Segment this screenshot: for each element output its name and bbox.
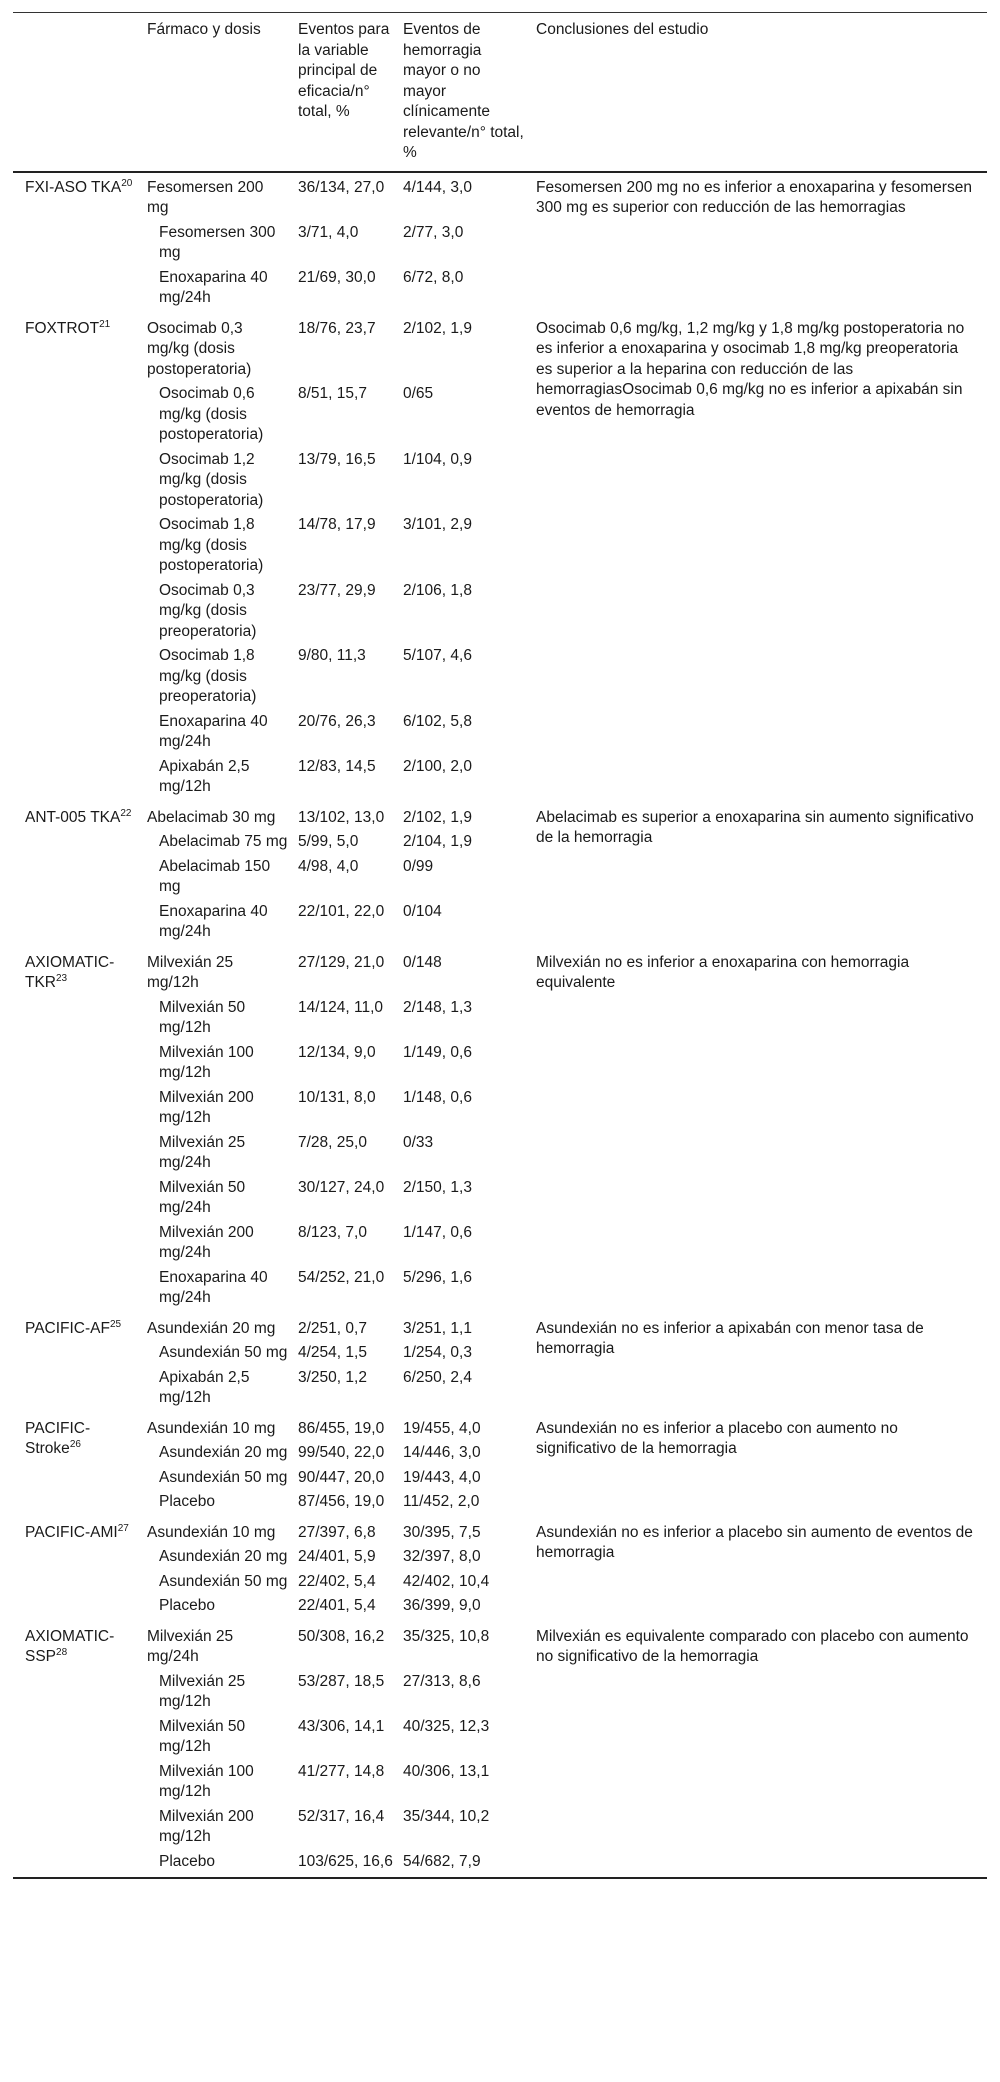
- efficacy-cell: 14/124, 11,0: [298, 998, 384, 1016]
- efficacy-cell: 86/455, 19,0: [298, 1419, 385, 1437]
- efficacy-cell: 53/287, 18,5: [298, 1672, 385, 1690]
- bleeding-cell: 1/149, 0,6: [403, 1043, 472, 1061]
- drug-cell: Milvexián 200 mg/12h: [159, 1088, 254, 1126]
- efficacy-cell: 20/76, 26,3: [298, 712, 376, 730]
- study-name-cell: [13, 1518, 147, 1622]
- drug-cell: Milvexián 25 mg/12h: [147, 953, 234, 991]
- bleeding-cell: 27/313, 8,6: [403, 1672, 481, 1690]
- drug-cell: Placebo: [159, 1852, 216, 1870]
- drug-cell: Enoxaparina 40 mg/24h: [159, 902, 268, 940]
- drug-cell: Milvexián 25 mg/12h: [159, 1672, 246, 1710]
- drug-cell: Osocimab 0,3 mg/kg (dosis preoperatoria): [159, 581, 257, 640]
- bleeding-cell: 2/102, 1,9: [403, 808, 472, 826]
- drug-cell: Enoxaparina 40 mg/24h: [159, 268, 268, 306]
- study-name: FXI-ASO TKA: [25, 178, 122, 196]
- study-name: PACIFIC-AF: [25, 1319, 110, 1337]
- drug-cell: Asundexián 50 mg: [159, 1468, 288, 1486]
- drug-cell: Milvexián 50 mg/12h: [159, 998, 246, 1036]
- drug-cell: Osocimab 0,3 mg/kg (dosis postoperatoria): [147, 319, 252, 378]
- drug-cell: Placebo: [159, 1597, 216, 1614]
- drug-cell: Milvexián 50 mg/24h: [159, 1178, 246, 1216]
- efficacy-cell: 36/134, 27,0: [298, 178, 385, 196]
- table-header: [13, 13, 987, 172]
- study-name: ANT-005 TKA: [25, 808, 121, 826]
- conclusion-cell: Osocimab 0,6 mg/kg, 1,2 mg/kg y 1,8 mg/kg postoperatoria no es inferior a enoxaparina y osocimab 1,8 mg/kg preoperatoria es superior a la heparina con reducción de las hemorragiasOsocimab 0,6 mg/kg no es inferior a apixabán sin eventos de hemorragia: [536, 319, 965, 419]
- bleeding-cell: 14/446, 3,0: [403, 1444, 481, 1461]
- drug-cell: Asundexián 20 mg: [159, 1444, 288, 1461]
- bleeding-cell: 1/148, 0,6: [403, 1088, 472, 1106]
- efficacy-cell: 7/28, 25,0: [298, 1133, 367, 1151]
- efficacy-cell: 10/131, 8,0: [298, 1088, 376, 1106]
- bleeding-cell: 0/99: [403, 857, 434, 875]
- bleeding-cell: 0/104: [403, 902, 442, 920]
- drug-cell: Osocimab 1,8 mg/kg (dosis preoperatoria): [159, 647, 257, 705]
- bleeding-cell: 36/399, 9,0: [403, 1597, 481, 1614]
- drug-cell: Milvexián 100 mg/12h: [159, 1762, 254, 1800]
- bleeding-cell: 35/344, 10,2: [403, 1807, 490, 1825]
- bleeding-cell: 35/325, 10,8: [403, 1627, 490, 1645]
- study-reference: 22: [120, 807, 132, 819]
- drug-cell: Placebo: [159, 1493, 216, 1510]
- drug-cell: Asundexián 50 mg: [159, 1572, 288, 1590]
- efficacy-cell: 27/129, 21,0: [298, 953, 385, 971]
- table-row: [13, 1518, 987, 1546]
- bleeding-cell: 0/33: [403, 1133, 434, 1151]
- header-study: [13, 13, 147, 172]
- drug-cell: Apixabán 2,5 mg/12h: [159, 757, 250, 795]
- efficacy-cell: 27/397, 6,8: [298, 1523, 376, 1541]
- study-reference: 25: [109, 1318, 122, 1330]
- bleeding-cell: 2/77, 3,0: [403, 223, 464, 241]
- efficacy-cell: 12/83, 14,5: [298, 757, 376, 775]
- conclusion-cell: Abelacimab es superior a enoxaparina sin aumento significativo de la hemorragia: [536, 808, 974, 846]
- drug-cell: Enoxaparina 40 mg/24h: [159, 712, 268, 750]
- efficacy-cell: 21/69, 30,0: [298, 268, 376, 286]
- table-row: [13, 1414, 987, 1442]
- study-name: PACIFIC-Stroke: [25, 1419, 91, 1457]
- conclusion-cell: Fesomersen 200 mg no es inferior a enoxaparina y fesomersen 300 mg es superior con reducción de las hemorragias: [536, 178, 972, 216]
- drug-cell: Milvexián 25 mg/24h: [147, 1627, 234, 1665]
- bleeding-cell: 2/150, 1,3: [403, 1178, 472, 1196]
- drug-cell: Abelacimab 75 mg: [159, 833, 288, 850]
- drug-cell: Fesomersen 300 mg: [159, 223, 276, 261]
- table-body: [13, 172, 987, 1879]
- table-row: [13, 314, 987, 383]
- bleeding-cell: 1/254, 0,3: [403, 1344, 472, 1361]
- efficacy-cell: 22/401, 5,4: [298, 1597, 376, 1614]
- efficacy-cell: 13/102, 13,0: [298, 808, 385, 826]
- bleeding-cell: 6/72, 8,0: [403, 268, 464, 286]
- drug-cell: Asundexián 10 mg: [147, 1419, 276, 1437]
- study-reference: 26: [69, 1438, 81, 1450]
- conclusion-cell: Milvexián es equivalente comparado con placebo con aumento no significativo de la hemorragia: [536, 1627, 969, 1665]
- drug-cell: Osocimab 1,2 mg/kg (dosis postoperatoria): [159, 450, 264, 509]
- efficacy-cell: 23/77, 29,9: [298, 581, 376, 599]
- drug-cell: Milvexián 200 mg/24h: [159, 1223, 254, 1261]
- bleeding-cell: 0/65: [403, 385, 434, 402]
- efficacy-cell: 3/71, 4,0: [298, 223, 359, 241]
- efficacy-cell: 5/99, 5,0: [298, 833, 359, 850]
- header-drug: Fármaco y dosis: [147, 21, 261, 38]
- efficacy-cell: 3/250, 1,2: [298, 1368, 367, 1386]
- bleeding-cell: 54/682, 7,9: [403, 1852, 481, 1870]
- conclusion-cell: Asundexián no es inferior a placebo con aumento no significativo de la hemorragia: [536, 1419, 898, 1457]
- bleeding-cell: 1/147, 0,6: [403, 1223, 472, 1241]
- drug-cell: Milvexián 100 mg/12h: [159, 1043, 254, 1081]
- drug-cell: Asundexián 10 mg: [147, 1523, 276, 1541]
- bleeding-cell: 5/107, 4,6: [403, 647, 472, 664]
- bleeding-cell: 3/251, 1,1: [403, 1319, 472, 1337]
- study-name-cell: [13, 1314, 147, 1414]
- bleeding-cell: 6/102, 5,8: [403, 712, 472, 730]
- table-container: [13, 12, 987, 1879]
- conclusion-cell: Milvexián no es inferior a enoxaparina con hemorragia equivalente: [536, 953, 910, 991]
- bleeding-cell: 42/402, 10,4: [403, 1572, 490, 1590]
- study-reference: 21: [99, 318, 111, 330]
- efficacy-cell: 43/306, 14,1: [298, 1717, 385, 1735]
- drug-cell: Fesomersen 200 mg: [147, 178, 264, 216]
- study-name: AXIOMATIC-TKR: [25, 953, 115, 991]
- study-name: PACIFIC-AMI: [25, 1523, 118, 1541]
- bleeding-cell: 1/104, 0,9: [403, 450, 472, 468]
- bleeding-cell: 5/296, 1,6: [403, 1268, 472, 1286]
- efficacy-cell: 90/447, 20,0: [298, 1468, 385, 1486]
- bleeding-cell: 2/104, 1,9: [403, 833, 472, 850]
- efficacy-cell: 14/78, 17,9: [298, 516, 376, 533]
- efficacy-cell: 30/127, 24,0: [298, 1178, 385, 1196]
- efficacy-cell: 22/101, 22,0: [298, 902, 385, 920]
- drug-cell: Asundexián 20 mg: [147, 1319, 276, 1337]
- efficacy-cell: 2/251, 0,7: [298, 1319, 367, 1337]
- drug-cell: Abelacimab 30 mg: [147, 808, 276, 826]
- efficacy-cell: 18/76, 23,7: [298, 319, 376, 337]
- efficacy-cell: 13/79, 16,5: [298, 450, 376, 468]
- efficacy-cell: 4/98, 4,0: [298, 857, 359, 875]
- efficacy-cell: 22/402, 5,4: [298, 1572, 376, 1590]
- bleeding-cell: 19/455, 4,0: [403, 1419, 481, 1437]
- drug-cell: Asundexián 50 mg: [159, 1344, 288, 1361]
- study-reference: 20: [121, 177, 133, 189]
- bleeding-cell: 3/101, 2,9: [403, 516, 472, 533]
- bleeding-cell: 6/250, 2,4: [403, 1368, 472, 1386]
- drug-cell: Abelacimab 150 mg: [159, 857, 271, 895]
- bleeding-cell: 19/443, 4,0: [403, 1468, 481, 1486]
- study-reference: 27: [117, 1522, 129, 1534]
- conclusion-cell: Asundexián no es inferior a placebo sin aumento de eventos de hemorragia: [536, 1523, 973, 1561]
- efficacy-cell: 4/254, 1,5: [298, 1344, 367, 1361]
- study-name: AXIOMATIC-SSP: [25, 1627, 115, 1665]
- bleeding-cell: 2/106, 1,8: [403, 581, 472, 599]
- study-reference: 23: [56, 972, 68, 984]
- study-name-cell: [13, 803, 147, 948]
- study-name: FOXTROT: [25, 319, 100, 337]
- bleeding-cell: 11/452, 2,0: [403, 1493, 480, 1510]
- drug-cell: Milvexián 25 mg/24h: [159, 1133, 246, 1171]
- table-row: [13, 172, 987, 221]
- bleeding-cell: 32/397, 8,0: [403, 1548, 481, 1565]
- drug-cell: Osocimab 1,8 mg/kg (dosis postoperatoria): [159, 516, 264, 574]
- efficacy-cell: 87/456, 19,0: [298, 1493, 385, 1510]
- bleeding-cell: 4/144, 3,0: [403, 178, 472, 196]
- efficacy-cell: 8/123, 7,0: [298, 1223, 367, 1241]
- efficacy-cell: 50/308, 16,2: [298, 1627, 385, 1645]
- bleeding-cell: 40/325, 12,3: [403, 1717, 490, 1735]
- study-name-cell: [13, 1414, 147, 1518]
- efficacy-cell: 12/134, 9,0: [298, 1043, 376, 1061]
- study-name-cell: [13, 1622, 147, 1879]
- drug-cell: Osocimab 0,6 mg/kg (dosis postoperatoria): [159, 385, 264, 443]
- bleeding-cell: 2/148, 1,3: [403, 998, 472, 1016]
- efficacy-cell: 9/80, 11,3: [298, 647, 366, 664]
- table-row: [13, 803, 987, 831]
- bleeding-cell: 40/306, 13,1: [403, 1762, 490, 1780]
- bleeding-cell: 2/100, 2,0: [403, 757, 472, 775]
- conclusion-cell: Asundexián no es inferior a apixabán con menor tasa de hemorragia: [536, 1319, 924, 1357]
- study-name-cell: [13, 172, 147, 314]
- efficacy-cell: 41/277, 14,8: [298, 1762, 385, 1780]
- efficacy-cell: 99/540, 22,0: [298, 1444, 385, 1461]
- drug-cell: Asundexián 20 mg: [159, 1548, 288, 1565]
- header-efficacy: Eventos para la variable principal de eficacia/n° total, %: [298, 21, 390, 120]
- table-row: [13, 1622, 987, 1670]
- table-row: [13, 1314, 987, 1342]
- table-row: [13, 948, 987, 996]
- study-name-cell: [13, 948, 147, 1314]
- drug-cell: Milvexián 50 mg/12h: [159, 1717, 246, 1755]
- header-conclusion: Conclusiones del estudio: [536, 21, 709, 38]
- efficacy-cell: 24/401, 5,9: [298, 1548, 376, 1565]
- efficacy-cell: 8/51, 15,7: [298, 385, 367, 402]
- efficacy-cell: 52/317, 16,4: [298, 1807, 385, 1825]
- drug-cell: Apixabán 2,5 mg/12h: [159, 1368, 250, 1406]
- bleeding-cell: 2/102, 1,9: [403, 319, 472, 337]
- study-reference: 28: [56, 1646, 68, 1658]
- drug-cell: Milvexián 200 mg/12h: [159, 1807, 254, 1845]
- efficacy-cell: 54/252, 21,0: [298, 1268, 385, 1286]
- bleeding-cell: 30/395, 7,5: [403, 1523, 481, 1541]
- header-bleeding: Eventos de hemorragia mayor o no mayor clínicamente relevante/n° total, %: [403, 21, 524, 161]
- drug-cell: Enoxaparina 40 mg/24h: [159, 1268, 268, 1306]
- efficacy-cell: 103/625, 16,6: [298, 1852, 393, 1870]
- trials-table: [13, 12, 987, 1879]
- bleeding-cell: 0/148: [403, 953, 442, 971]
- study-name-cell: [13, 314, 147, 803]
